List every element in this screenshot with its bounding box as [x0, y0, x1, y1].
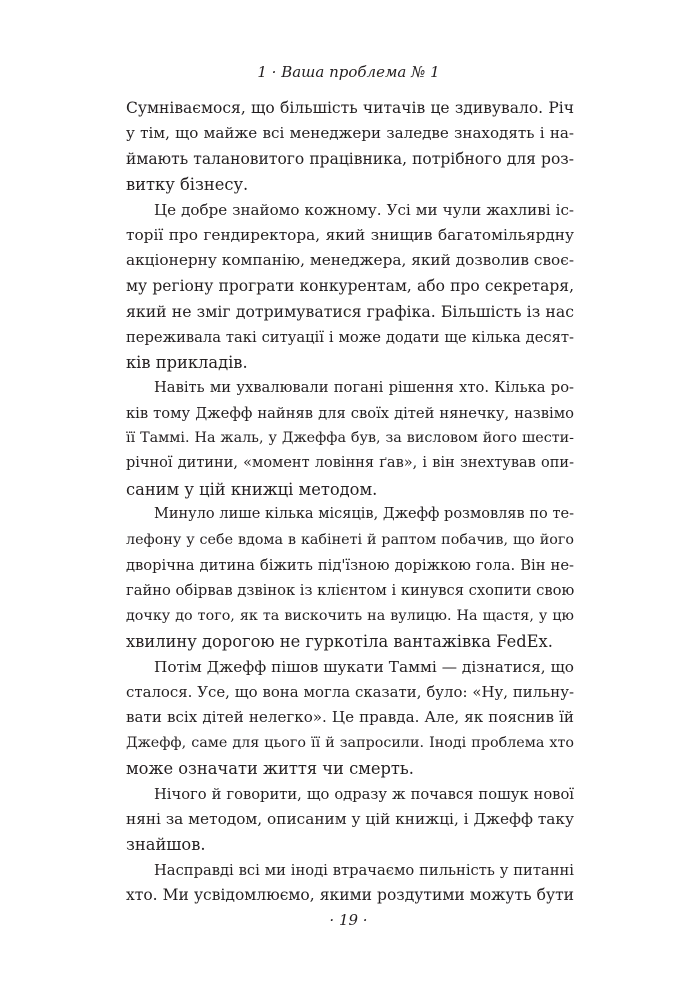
text-line: Нічого й говорити, що одразу ж почався пошук нової	[154, 785, 574, 803]
text-line: дворічна дитина біжить під'їзною доріжкою гола. Він не-	[126, 557, 574, 575]
text-line: Потім Джефф пішов шукати Таммі — дізнатися, що	[154, 657, 574, 676]
text-line: торії про гендиректора, який знищив багатомільярдну	[126, 225, 574, 244]
text-line: річної дитини, «момент ловіння ґав», і він знехтував опи-	[126, 455, 574, 472]
text-line: гайно обірвав дзвінок із клієнтом і кинувся схопити свою	[126, 582, 575, 600]
text-line: може означати життя чи смерть.	[126, 759, 414, 779]
text-line: у тім, що майже всі менеджери заледве знаходять і на-	[126, 124, 574, 143]
text-line: акціонерну компанію, менеджера, який дозволив своє-	[126, 251, 574, 270]
text-line: лефону у себе вдома в кабінеті й раптом побачив, що його	[126, 531, 574, 548]
running-head: 1 · Ваша проблема № 1	[257, 63, 440, 81]
text-line: Це добре знайомо кожному. Усі ми чули жахливі іс-	[154, 200, 574, 219]
page-number: · 19 ·	[329, 911, 368, 929]
text-line: дочку до того, як та вискочить на вулицю. На щастя, у цю	[126, 607, 574, 624]
text-line: вати всіх дітей нелегко». Це правда. Але, як пояснив їй	[126, 708, 574, 727]
body-text	[126, 96, 574, 909]
text-line: хвилину дорогою не гуркотіла вантажівка FedEx.	[126, 632, 553, 652]
text-line: няні за методом, описаним у цій книжці, і Джефф таку	[126, 809, 574, 828]
text-line: який не зміг дотримуватися графіка. Більшість із нас	[126, 302, 574, 322]
text-line: Джефф, саме для цього її й запросили. Іноді проблема хто	[126, 734, 574, 751]
text-line: її Таммі. На жаль, у Джеффа був, за висловом його шести-	[126, 430, 574, 447]
text-line: знайшов.	[126, 835, 206, 855]
text-line: Минуло лише кілька місяців, Джефф розмовляв по те-	[154, 506, 574, 523]
text-line: витку бізнесу.	[126, 175, 249, 195]
text-line: Навіть ми ухвалювали погані рішення хто. Кілька ро-	[154, 379, 574, 397]
text-line: сталося. Усе, що вона могла сказати, було: «Ну, пильну-	[126, 682, 574, 701]
text-line: хто. Ми усвідомлюємо, якими роздутими можуть бути	[126, 886, 574, 905]
text-line: переживала такі ситуації і може додати ще кілька десят-	[126, 328, 574, 346]
text-line: Сумніваємося, що більшість читачів це здивувало. Річ	[126, 99, 574, 117]
text-line: му регіону програти конкурентам, або про секретаря,	[126, 276, 574, 295]
text-line: Насправді всі ми іноді втрачаємо пильність у питанні	[154, 861, 574, 879]
text-line: ймають талановитого працівника, потрібного для роз-	[126, 149, 574, 168]
text-line: ків прикладів.	[126, 352, 248, 372]
text-line: ків тому Джефф найняв для своїх дітей нянечку, назвімо	[126, 404, 574, 422]
text-line: саним у цій книжці методом.	[126, 479, 378, 499]
